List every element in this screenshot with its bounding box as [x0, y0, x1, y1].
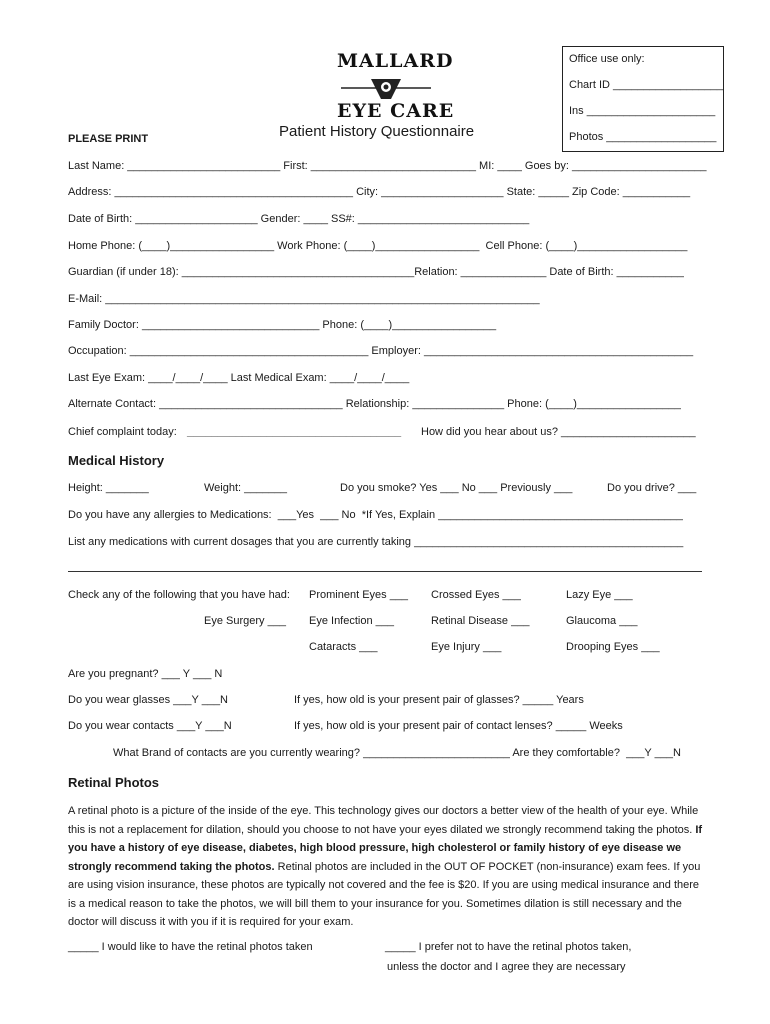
condition-eye-surgery[interactable]: Eye Surgery ___ — [204, 615, 286, 627]
condition-crossed-eyes[interactable]: Crossed Eyes ___ — [431, 589, 521, 601]
office-use-box — [562, 46, 724, 152]
chief-complaint-field[interactable]: ___________________________________ — [187, 426, 402, 438]
logo-line-1: MALLARD — [337, 50, 454, 72]
photos-field[interactable]: Photos __________________ — [569, 131, 717, 143]
medical-history-heading: Medical History — [68, 453, 165, 468]
chart-id-field[interactable]: Chart ID __________________ — [569, 79, 724, 91]
name-row[interactable]: Last Name: _________________________ First: ___________________________ MI: ____ Goes by: ______________________ — [68, 160, 707, 172]
retinal-text-1: A retinal photo is a picture of the inside of the eye. This technology gives our doctors a better view of the health of your eye. While this is not a replacement for dilation, should you choose to not have your eyes dilated we strongly recommend taking the photos. — [68, 805, 699, 836]
drive-field[interactable]: Do you drive? ___ — [607, 482, 697, 494]
contacts-brand-row[interactable]: What Brand of contacts are you currently wearing? ________________________ Are they comfortable? ___Y ___N — [113, 747, 681, 759]
medications-extra-line[interactable] — [68, 571, 702, 572]
pregnant-field[interactable]: Are you pregnant? ___ Y ___ N — [68, 668, 223, 680]
glasses-field[interactable]: Do you wear glasses ___Y ___N — [68, 694, 229, 706]
retinal-text-bold: If you have a history of eye disease, diabetes, high blood pressure, high cholesterol or family history of eye disease we strongly recommend taking the photos. — [68, 823, 703, 873]
chief-complaint-label: Chief complaint today: — [68, 426, 177, 438]
occupation-row[interactable]: Occupation: _______________________________________ Employer: ____________________________________________ — [68, 345, 694, 357]
retinal-opt-out[interactable]: _____ I prefer not to have the retinal photos taken, — [385, 941, 632, 953]
medications-row[interactable]: List any medications with current dosages that you are currently taking ____________________________________________ — [68, 536, 684, 548]
condition-lazy-eye[interactable]: Lazy Eye ___ — [566, 589, 633, 601]
address-row[interactable]: Address: _______________________________________ City: ____________________ State: _____ Zip Code: ___________ — [68, 186, 691, 198]
retinal-opt-out-cont: unless the doctor and I agree they are necessary — [387, 961, 626, 973]
condition-drooping-eyes[interactable]: Drooping Eyes ___ — [566, 641, 660, 653]
contacts-age-field[interactable]: If yes, how old is your present pair of contact lenses? _____ Weeks — [294, 720, 623, 732]
condition-eye-infection[interactable]: Eye Infection ___ — [309, 615, 395, 627]
condition-glaucoma[interactable]: Glaucoma ___ — [566, 615, 638, 627]
guardian-row[interactable]: Guardian (if under 18): ______________________________________Relation: ______________ Date of Birth: ___________ — [68, 266, 684, 278]
condition-retinal-disease[interactable]: Retinal Disease ___ — [431, 615, 530, 627]
weight-field[interactable]: Weight: _______ — [204, 482, 287, 494]
hear-about-us-row[interactable]: How did you hear about us? ______________________ — [421, 426, 696, 438]
family-doctor-row[interactable]: Family Doctor: _____________________________ Phone: (____)_________________ — [68, 319, 497, 331]
allergies-row[interactable]: Do you have any allergies to Medications: ___Yes ___ No *If Yes, Explain ________________________________________ — [68, 509, 683, 521]
retinal-paragraph — [68, 802, 708, 932]
alternate-contact-row[interactable]: Alternate Contact: ______________________________ Relationship: _______________ Phone: (____)_________________ — [68, 398, 681, 410]
office-title: Office use only: — [569, 53, 645, 65]
check-conditions-label: Check any of the following that you have had: — [68, 589, 290, 601]
phone-row[interactable]: Home Phone: (____)_________________ Work Phone: (____)_________________ Cell Phone: (____)__________________ — [68, 240, 688, 252]
smoke-field[interactable]: Do you smoke? Yes ___ No ___ Previously ___ — [340, 482, 573, 494]
contacts-field[interactable]: Do you wear contacts ___Y ___N — [68, 720, 232, 732]
ins-field[interactable]: Ins _____________________ — [569, 105, 716, 117]
height-field[interactable]: Height: _______ — [68, 482, 149, 494]
email-row[interactable]: E-Mail: _______________________________________________________________________ — [68, 293, 540, 305]
condition-cataracts[interactable]: Cataracts ___ — [309, 641, 378, 653]
page-title: Patient History Questionnaire — [279, 123, 475, 140]
retinal-photos-heading: Retinal Photos — [68, 775, 160, 790]
logo-line-2: EYE CARE — [337, 100, 455, 122]
retinal-text-2: Retinal photos are included in the OUT OF POCKET (non-insurance) exam fees. If you are using vision insurance, these photos are typically not covered and the fee is $20. If you are using medical insurance and there is a medical reason to take the photos, we will bill them to your insurance for you. Sometimes dilation is still necessary and the doctor will discuss it with you if it is required for your exam. — [68, 860, 701, 928]
dob-row[interactable]: Date of Birth: ____________________ Gender: ____ SS#: ____________________________ — [68, 213, 530, 225]
last-exam-row[interactable]: Last Eye Exam: ____/____/____ Last Medical Exam: ____/____/____ — [68, 372, 410, 384]
condition-eye-injury[interactable]: Eye Injury ___ — [431, 641, 502, 653]
condition-prominent-eyes[interactable]: Prominent Eyes ___ — [309, 589, 409, 601]
retinal-opt-in[interactable]: _____ I would like to have the retinal photos taken — [68, 941, 313, 953]
glasses-age-field[interactable]: If yes, how old is your present pair of glasses? _____ Years — [294, 694, 584, 706]
please-print: PLEASE PRINT — [68, 133, 149, 145]
